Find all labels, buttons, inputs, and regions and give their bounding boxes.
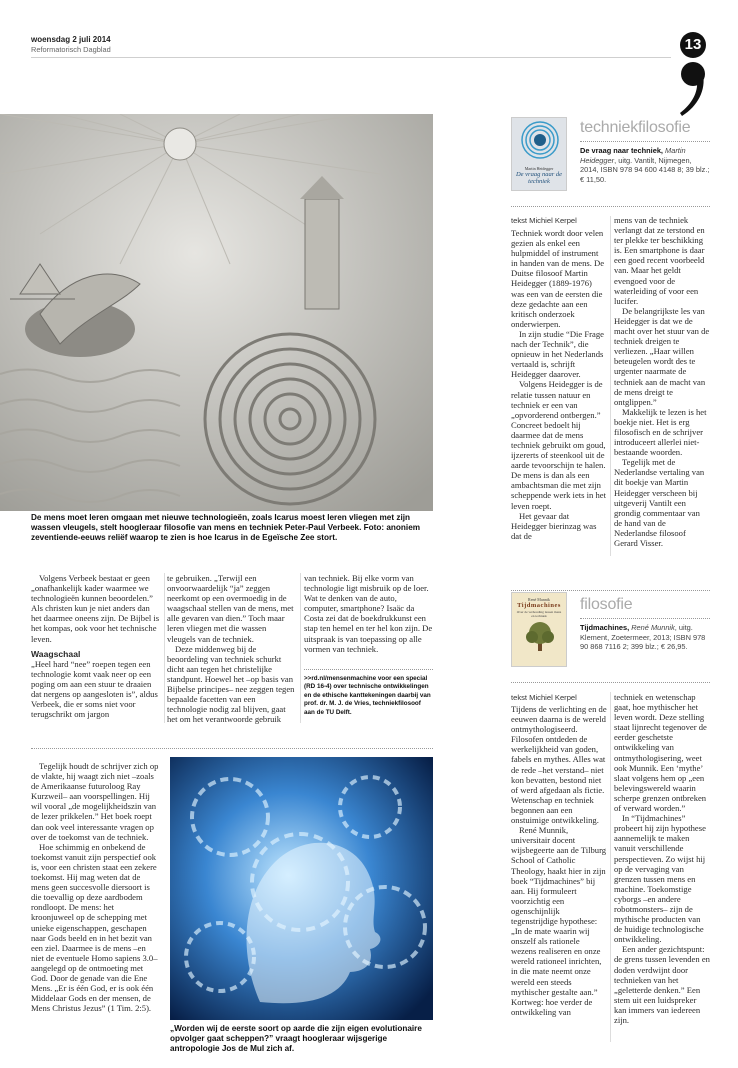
paragraph: techniek en wetenschap gaat, hoe mythischer het leven wordt. Deze stelling staat lijnrecht tegenover de eerder geschetste ontwikkeling van ontmythologisering, weet ook Munnik. Een ‘mythe’ slaat volgens hem op „een belevingswereld waarin scherpe grenzen ontbreken of verward worden.”: [614, 692, 707, 814]
review2-byline: tekst Michiel Kerpel: [511, 693, 577, 702]
box2-bottom-rule: [511, 682, 710, 683]
link-note[interactable]: >>rd.nl/mensenmachine voor een special (RD 16-4) over technische ontwikkelingen en de ethische kanttekeningen daarbij van prof. dr. M. J. de Vries, techniekfilosoof aan de TU Delft.: [304, 675, 431, 716]
paragraph: In “Tijdmachines” probeert hij zijn hypothese aannemelijk te maken vanuit verschillende perspectieven. Zo wijst hij op de vervaging van grenzen tussen mens en machine. Toekomstige cyborgs –en andere robotmonsters– zijn de mythische producten van de huidige technologische ontwikkeling.: [614, 813, 706, 945]
box1-title: techniekfilosofie: [580, 119, 691, 136]
tree-illustration-icon: [512, 619, 567, 653]
box2-details: , uitg. Klement, Zoetermeer, 2013; ISBN 978 90 868 7116 2; 399 blz.; € 26,95.: [580, 623, 706, 651]
page-number: 13: [684, 36, 702, 53]
box1-bottom-rule: [511, 206, 710, 207]
box2-cover-title: Tijdmachines: [517, 602, 561, 609]
mid-col1: [31, 573, 161, 719]
paragraph: Volgens Verbeek bestaat er geen „onafhankelijk kader waarmee we technologieën kunnen beoordelen.” Als christen kun je niet anders dan het daarmee oneens zijn. De Bijbel is het kompas, ook voor het technische leven.: [31, 573, 160, 644]
review1-byline: tekst Michiel Kerpel: [511, 216, 577, 225]
paragraph: mens van de techniek verlangt dat ze terstond en ter plekke ter beschikking is. Een smartphone is daar een goed recent voorbeeld van. Maar het geldt evengoed voor de waterleiding of voor een lucifer.: [614, 215, 705, 306]
box1-details: , uitg. Vantilt, Nijmegen, 2014, ISBN 978 94 600 4148 8; 39 blz.; € 11,50.: [580, 155, 710, 184]
section-separator: [31, 748, 433, 749]
paragraph: Techniek wordt door velen gezien als enkel een hulpmiddel of instrument in handen van de mens. De Duitse filosoof Martin Heidegger (1889-1976) was een van de eersten die deze gedachte aan een kritisch onderzoek onderwierpen.: [511, 228, 605, 329]
paragraph: Tegelijk met de Nederlandse vertaling van dit boekje van Martin Heidegger verscheen bij uitgeverij Vantilt een grondig commentaar van de hand van de Nederlandse filosoof Gerard Visser.: [614, 457, 705, 548]
header-rule: [31, 57, 671, 58]
gears-illustration: [170, 757, 433, 1020]
box1-cover-author: Martin Heidegger: [524, 166, 554, 171]
box2-book-title: Tijdmachines,: [580, 623, 630, 632]
review2-col2: [614, 692, 710, 1025]
box2-cover: [511, 592, 567, 667]
box2-author: René Munnik: [631, 623, 675, 632]
review1-col1: [511, 228, 607, 541]
paragraph: „Heel hard “nee” roepen tegen een technologie komt vaak neer op een poging om aan een stuur te draaien dat nergens op aangesloten is”, aldus Verbeek, die er soms niet voor terugschrikt om jargon: [31, 658, 158, 720]
box1-cover-title: De vraag naar de techniek: [515, 171, 563, 185]
column-rule: [300, 573, 301, 723]
box1-author: Martin Heidegger: [580, 146, 686, 165]
box1-text: [580, 146, 710, 184]
link-note-rule: [304, 669, 433, 670]
paragraph: Een ander gezichtspunt: de grens tussen levenden en doden verdwijnt door technieken van het „geletterde denken.” Een stem uit een luidspreker kan immers van iedereen zijn.: [614, 944, 710, 1025]
box2-title-rule: [580, 618, 710, 619]
box1-title-rule: [580, 141, 710, 142]
paragraph: Het gevaar dat Heidegger bierinzag was dat de: [511, 510, 597, 541]
header-date: woensdag 2 juli 2014: [31, 35, 111, 44]
paragraph: van techniek. Bij elke vorm van technologie ligt misbruik op de loer. Wat te denken van de auto, computer, smartphone? Isaäc da Costa zei dat de boekdrukkunst een stap ten hemel en ter hel kon zijn. De uitspraak is van toepassing op alle vormen van techniek.: [304, 573, 433, 654]
column-rule: [610, 692, 611, 1042]
box2-text: [580, 623, 710, 652]
paragraph: Makkelijk te lezen is het boekje niet. Het is erg filosofisch en de schrijver introduceert allerlei niet-bestaande woorden.: [614, 406, 707, 458]
mid-col3: [304, 573, 433, 654]
circle-pattern-icon: [512, 118, 567, 162]
paragraph: René Munnik, universitair docent wijsbegeerte aan de Tilburg School of Catholic Theology, haakt hier in zijn boek “Tijdmachines” bij aan. Hij formuleert voorzichtig een ogenschijnlijk tegenstrijdige hypothese: „In de mate waarin wij onszelf als rationele wezens realiseren en onze wereld rationeel inrichten, in die mate neemt onze wereld een steeds mythischer gestalte aan.” Kortweg: hoe verder de ontwikkeling van: [511, 825, 607, 1017]
header-paper: Reformatorisch Dagblad: [31, 45, 111, 54]
gears-caption: „Worden wij de eerste soort op aarde die zijn eigen evolutionaire opvolger gaat scheppen?” vraagt hoogleraar wijsgerige antropologie Jos de Mul zich af.: [170, 1024, 422, 1053]
head-gears-image: [170, 757, 433, 1020]
paragraph: Tijdens de verlichting en de eeuwen daarna is de wereld ontmythologiseerd. Filosofen ontdeden de werkelijkheid van goden, fabels en mythes. Alles wat de rede –het verstand– niet kon bevatten, bestond niet of werd afgedaan als fictie. Wetenschap en techniek begonnen aan een onstuimige ontwikkeling.: [511, 704, 607, 826]
relief-illustration: [0, 114, 433, 511]
page-number-badge: [680, 32, 706, 58]
column-rule: [610, 216, 611, 556]
box2-title: filosofie: [580, 596, 633, 613]
review1-col2: [614, 215, 710, 548]
low-col1: [31, 761, 159, 1013]
box1-book-title: De vraag naar techniek,: [580, 146, 663, 155]
subhead: Waagschaal: [31, 648, 81, 659]
box1-cover: [511, 117, 567, 191]
comma-mark-icon: [676, 60, 710, 118]
paragraph: Deze middenweg bij de beoordeling van techniek schurkt dicht aan tegen het christelijke standpunt. Hoewel het –op basis van Bijbelse principes– nee zeggen tegen bepaalde facetten van een technologie nodig zal blijven, gaat het om het verantwoorde gebruik: [167, 643, 295, 725]
mid-col2: [167, 573, 297, 724]
hero-caption: De mens moet leren omgaan met nieuwe technologieën, zoals Icarus moest leren vliegen met zijn wassen vleugels, stelt hoogleraar filosofie van mens en techniek Peter-Paul Verbeek. Foto: anoniem zeventiende-eeuws reliëf waarop te zien is hoe Icarus in de Egeïsche Zee stort.: [31, 513, 421, 542]
paragraph: De belangrijkste les van Heidegger is dat we de macht over het stuur van de techniek dreigen te verliezen. „Haar willen beteugelen wordt des te urgenter naarmate de techniek aan de macht van de mens dreigt te ontglippen.”: [614, 305, 710, 407]
relief-image: [0, 114, 433, 511]
separator: [511, 590, 710, 591]
review2-col1: [511, 704, 607, 1017]
paragraph: Volgens Heidegger is de relatie tussen natuur en techniek er een van „opvorderend ontbergen.” Concreet bedoelt hij daarmee dat de mens techniek gebruikt om goud, ijzererts of steenkool uit de aarde tevoorschijn te halen. De mens is dan als een ambachtsman die met zijn scheppende werk iets in het leven roept.: [511, 379, 606, 511]
paragraph: te gebruiken. „Terwijl een onvoorwaardelijk “ja” zeggen neerkomt op een overmoedig in de waagschaal stellen van de mens, met alle gevaren van dien.” Toch maar leren vliegen met die wassen vleugels van de techniek.: [167, 573, 294, 644]
paragraph: In zijn studie “Die Frage nach der Technik”, die opnieuw in het Nederlands vertaald is, schrijft Heidegger daarover.: [511, 328, 604, 380]
box2-cover-author: René Munnik: [528, 597, 550, 602]
paragraph: Hoe schimmig en onbekend de toekomst vanuit zijn perspectief ook is, voor een christen staat een zekere toekomst. Hij mag weten dat de mens geen succesvolle diersoort is die toevallig op deze aardbodem rondloopt. De mens: het kroonjuweel op de schepping met unieke eigenschappen, geschapen naar Gods beeld en in het bezit van een ziel. Daarmee is de mens –en niet de eventuele Homo sapiens 3.0– aangelegd op de ontmoeting met God. Door de genade van die Ene Mens. „Er is één God, er is ook één Middelaar Gods en der mensen, de Mens Christus Jezus” (1 Tim. 2:5).: [31, 841, 158, 1014]
paragraph: Tegelijk houdt de schrijver zich op de vlakte, hij waagt zich niet –zoals de Amerikaanse futuroloog Ray Kurzweil– aan voorspellingen. Hij wil vooral „de mogelijkheidszin van de lezer prikkelen.” Het boek roept dan ook veel interessante vragen op over de toekomst van de techniek.: [31, 761, 159, 842]
column-rule: [164, 573, 165, 723]
box2-cover-subtitle: Over de verhouding tussen mens en techniek: [516, 610, 562, 618]
